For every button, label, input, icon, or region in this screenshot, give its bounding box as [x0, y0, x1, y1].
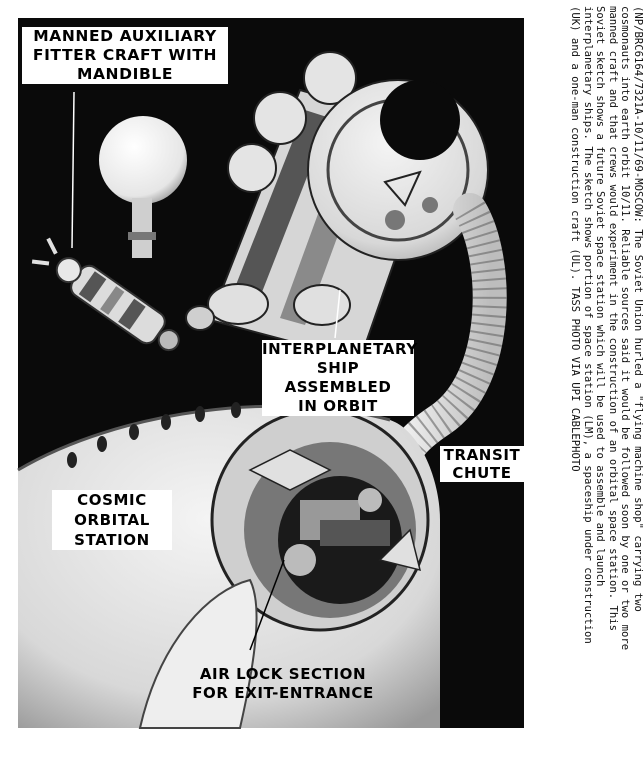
label-transit-chute: TRANSIT CHUTE [440, 446, 524, 482]
label-manned-auxiliary-fitter-craft: MANNED AUXILIARY FITTER CRAFT WITH MANDIBLE [22, 27, 228, 84]
label-air-lock-section: AIR LOCK SECTION FOR EXIT-ENTRANCE [192, 665, 374, 702]
caption-text: (NP/BRC6164/7321A-10/11/69-MOSCOW: The Soviet Union hurled a "flying machine shop" carrying two cosmonauts into earth orbit 10/11. Reliable sources said it would be followed soon by one or two more manned craft and that crews would experiment in the construction of an orbital space station. This Soviet sketch shows a future Soviet space station which will be used to assemble and launch interplanetary ships. The sketch shows portion of space station (LM), a spaceship under construction (UK) and a one-man construction craft (UL). TASS PHOTO VIA UPI CABLEPHOTO [569, 6, 644, 651]
caption-strip [524, 0, 644, 762]
label-cosmic-orbital-station: COSMIC ORBITAL STATION [52, 490, 172, 550]
sphere-module [99, 116, 187, 204]
label-interplanetary-ship: INTERPLANETARY SHIP ASSEMBLED IN ORBIT [262, 340, 418, 415]
photo-caption [568, 6, 644, 656]
sphere-stem [132, 198, 152, 258]
